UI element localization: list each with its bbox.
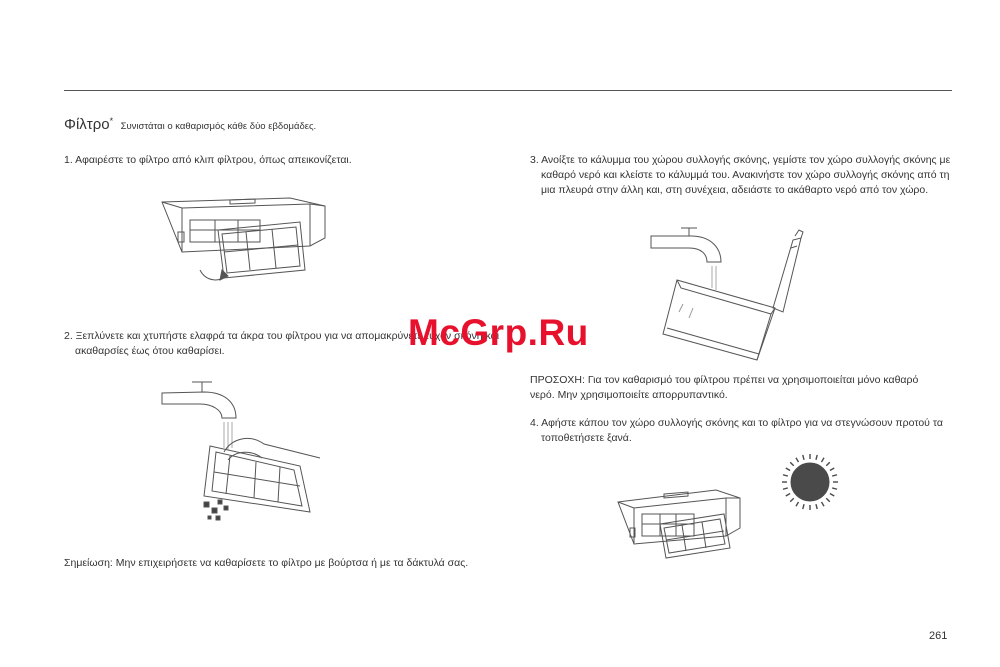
step-3-text: 3. Ανοίξτε το κάλυμμα του χώρου συλλογής σκόνης, γεμίστε τον χώρο συλλογής σκόνης με καθαρό νερό και κλείστε το κάλυμμά του. Ανακινήστε τον χώρο συλλογής σκόνης από τη μια πλευρά στην άλλη και, στη συνέχεια, αδειάστε το ακάθαρτο νερό από τον χώρο. xyxy=(530,154,951,196)
watermark: McGrp.Ru xyxy=(408,312,589,353)
caution-text: ΠΡΟΣΟΧΗ: Για τον καθαρισμό του φίλτρου πρέπει να χρησιμοποιείται μόνο καθαρό νερό. Μην χρησιμοποιείτε απορρυπαντικό. xyxy=(530,374,919,401)
step-2-text: 2. Ξεπλύνετε και χτυπήστε ελαφρά τα άκρα του φίλτρου για να απομακρύνετε τυχόν σκόνη και ακαθαρσίες έως ότου καθαρίσει. xyxy=(64,330,500,357)
note-left: Σημείωση: Μην επιχειρήσετε να καθαρίσετε το φίλτρο με βούρτσα ή με τα δάκτυλά σας. xyxy=(64,557,469,569)
section-heading xyxy=(64,116,316,134)
step-1-text: 1. Αφαιρέστε το φίλτρο από κλιπ φίλτρου, όπως απεικονίζεται. xyxy=(64,154,352,166)
sun-icon xyxy=(780,452,840,512)
page-number: 261 xyxy=(929,630,948,642)
section-title: Φίλτρο xyxy=(64,116,110,133)
top-rule xyxy=(64,90,952,91)
illustration-remove-filter xyxy=(160,190,335,290)
illustration-dry-parts xyxy=(614,480,749,560)
illustration-fill-bin xyxy=(645,228,815,363)
title-marker: * xyxy=(109,116,114,126)
illustration-rinse-filter xyxy=(160,378,330,528)
step-4-text: 4. Αφήστε κάπου τον χώρο συλλογής σκόνης και το φίλτρο για να στεγνώσουν προτού τα τοποθετήσετε ξανά. xyxy=(530,417,943,444)
section-subtitle: Συνιστάται ο καθαρισμός κάθε δύο εβδομάδες. xyxy=(120,121,317,132)
